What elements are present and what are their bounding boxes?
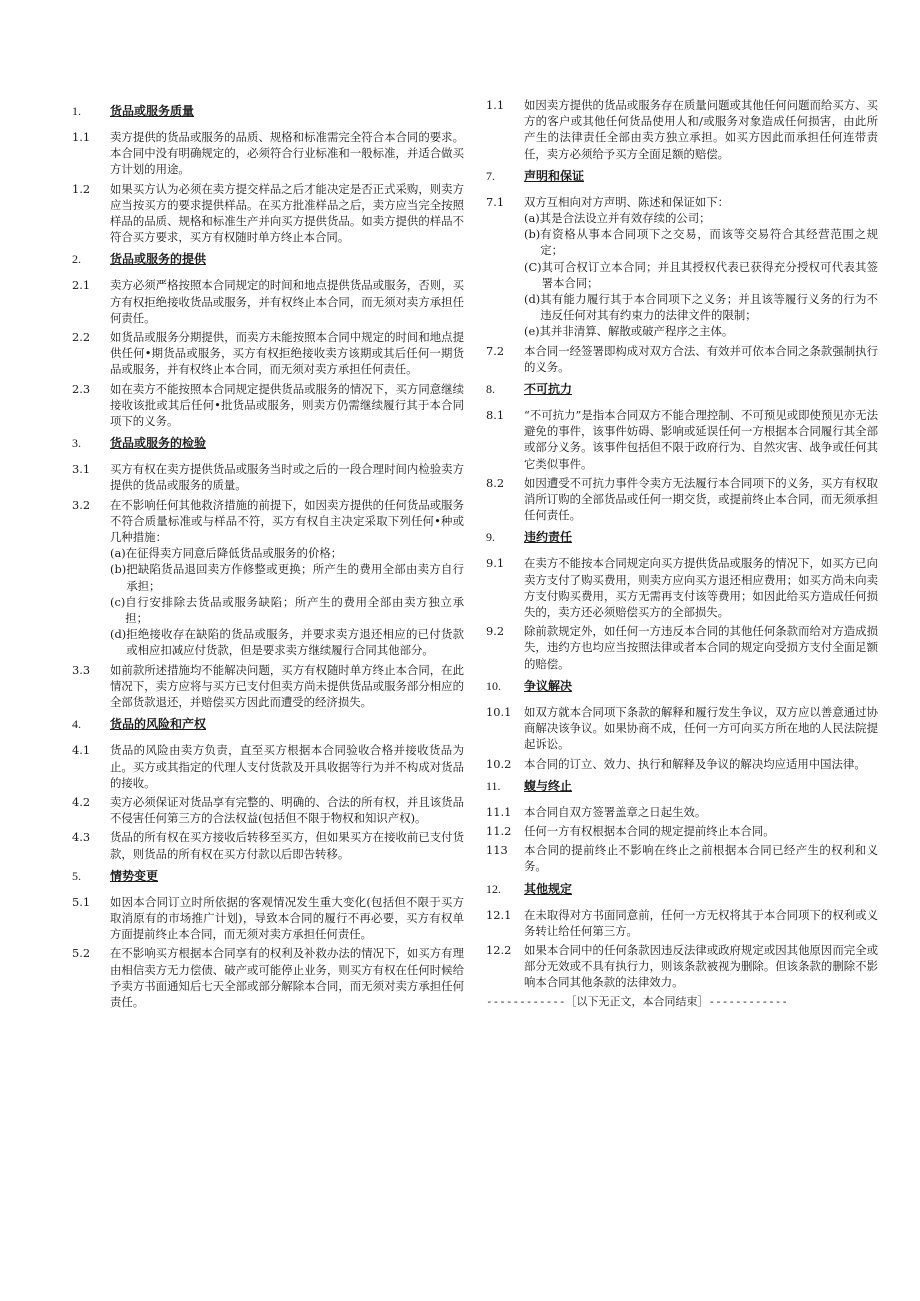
clause-text: 如货品或服务分期提供，而卖方未能按照本合同中规定的时间和地点提供任何•期货品或服务，买方有权拒绝接收卖方该期或其后任何一期货品或服务，并有权终止本合同，而无须对卖方承担任何责任。 [110,330,464,377]
clause [72,381,464,430]
subitem-label: (d) [110,627,127,642]
clause [486,756,878,772]
clause [72,742,464,791]
section-heading [486,881,878,897]
clause-text: 如双方就本合同项下条款的解释和履行发生争议，双方应以善意通过协商解决该争议。如果协商不成，任何一方可向买方所在地的人民法院提起诉讼。 [524,704,878,752]
clause-text: 本合同的提前终止不影响在终止之前根据本合同已经产生的权利和义务。 [524,843,878,874]
section-heading [486,529,878,545]
clause-body [110,381,464,430]
clause-text: 货品的风险由卖方负责，直至买方根据本合同验收合格并接收货品为止。买方或其指定的代理人支付货款及开具收据等行为并不构成对货品的接收。 [110,743,464,790]
clause-body [110,742,464,791]
subitem-text: 在征得卖方同意后降低货品或服务的价格； [125,546,343,561]
clause-text: 在卖方不能按本合同规定向买方提供货品或服务的情况下，如买方已向卖方支付了购买费用，则卖方应向买方退还相应费用；如买方尚未向卖方支付购买费用，买方无需再支付该等费用；如因此给买方造成任何损失的，卖方还必须赔偿买方的全部损失。 [524,556,878,620]
clause-body [110,461,464,493]
clause-number: 5.2 [72,946,91,961]
clause-text: 如果买方认为必须在卖方提交样品之后才能决定是否正式采购，则卖方应当按买方的要求提供样品。在买方批准样品之后，卖方应当完全按照样品的品质、规格和标准生产并向买方提供货品。如卖方提供的样品不符合买方要求，买方有权随时单方终止本合同。 [110,181,464,245]
clause-text: “不可抗力”是指本合同双方不能合理控制、不可预见或即使预见亦无法避免的事件，该事件妨碍、影响或延误任何一方根据本合同履行其全部或部分义务。该事件包括但不限于政府行为、自然灾害、战争或任何其它类似事件。 [524,408,878,471]
clause-subitem [524,323,878,339]
section-number: 3. [72,436,81,451]
right-column [486,97,878,1010]
clause-number: 3.2 [72,497,91,512]
section-number: 4. [72,717,81,732]
clause-body [110,662,464,711]
clause-subitem [524,226,878,258]
clause-body [524,907,878,939]
section-number: 10. [486,678,501,693]
subitem-label: (d) [524,292,541,307]
subitem-text: 有资格从事本合同项下之交易，而该等交易符合其经营范围之规定； [540,227,878,258]
clause-text: 卖方必须严格按照本合同规定的时间和地点提供货品或服务，否则，买方有权拒绝接收货品或服务，并有权终止本合同，而无须对卖方承担任何责任。 [110,278,464,325]
clause [486,942,878,991]
clause-body [110,894,464,943]
clause-body [524,842,878,874]
subitem-label: (e) [524,324,540,339]
clause-number: 2.3 [72,381,91,396]
subitem-label: (C) [524,259,542,274]
clause-text: 除前款规定外，如任何一方违反本合同的其他任何条款而给对方造成损失，违约方也均应当按照法律或者本合同的规定向受损方支付全面足额的赔偿。 [524,624,878,671]
clause-number: 7.2 [486,343,505,358]
section-heading [486,168,878,184]
clause-number: 9.1 [486,556,505,571]
clause-body [524,97,878,162]
clause-number: 11.1 [486,804,512,819]
section-number: 2. [72,252,81,267]
clause [486,343,878,375]
clause [72,497,464,659]
clause-number: 3.1 [72,462,91,477]
clause-text: 如因本合同订立时所依据的客观情况发生重大变化(包括但不限于买方取消原有的市场推广计划)，导致本合同的履行不再必要，买方有权单方面提前终止本合同，而无须对卖方承担任何责任。 [110,894,464,942]
clause-text: 本合同一经签署即构成对双方合法、有效并可依本合同之条款强制执行的义务。 [524,343,878,374]
section-number: 5. [72,868,81,883]
clause-text: 如因卖方提供的货品或服务存在质量问题或其他任何问题而给买方、买方的客户或其他任何货品使用人和/或服务对象造成任何损害，由此所产生的法律责任全部由卖方独立承担。如买方因此而承担任何连带责任，卖方必须给予买方全面足额的赔偿。 [524,98,878,161]
left-column [72,97,464,1013]
subitem-label: (a) [110,546,126,561]
clause [72,181,464,246]
clause-subitem [110,626,464,658]
clause-body [524,942,878,991]
clause [72,277,464,326]
clause-body [524,823,878,839]
clause-text: 双方互相向对方声明、陈述和保证如下： [524,194,730,209]
clause [486,842,878,874]
clause-text: 买方有权在卖方提供货品或服务当时或之后的一段合理时间内检验卖方提供的货品或服务的质量。 [110,462,464,493]
clause-number: 11.2 [486,823,512,838]
clause-text: 在不影响买方根据本合同享有的权利及补救办法的情况下，如买方有理由相信卖方无力偿债、破产或可能停止业务，则买方有权在任何时候给予卖方书面通知后七天全部或部分解除本合同，而无须对卖方承担任何责任。 [110,946,464,1009]
subitem-label: (b) [110,562,127,577]
right-column-sections [486,97,878,991]
clause-text: 如果本合同中的任何条款因违反法律或政府规定或因其他原因而完全或部分无效或不具有执行力，则该条款被视为删除。但该条款的删除不影响本合同其他条款的法律效力。 [524,942,878,990]
section-title: 声明和保证 [524,168,585,183]
section-title: 蝮与终止 [524,778,573,793]
clause-number: 113 [486,843,508,858]
clause [72,329,464,378]
clause-number: 8.1 [486,408,505,423]
clause-number: 1.1 [486,98,505,112]
section-title: 不可抗力 [524,382,573,397]
section-title: 违约责任 [524,530,573,545]
clause-body [110,794,464,826]
clause [486,97,878,162]
clause-body [110,329,464,378]
section-number: 8. [486,382,495,397]
clause-number: 12.2 [486,942,512,957]
clause-body [524,555,878,620]
clause [72,461,464,493]
clause [72,894,464,943]
section-title: 货品或服务的检验 [110,436,207,451]
clause [72,945,464,1010]
clause [486,804,878,820]
clause [486,407,878,472]
subitem-text: 把缺陷货品退回卖方作修整或更换；所产生的费用全部由卖方自行承担； [126,562,464,593]
clause-number: 2.1 [72,278,91,293]
clause-number: 10.1 [486,704,512,719]
clause-number: 7.1 [486,194,505,209]
clause-number: 1.2 [72,181,91,196]
section-title: 货品的风险和产权 [110,717,207,732]
clause-number: 9.2 [486,624,505,639]
section-title: 争议解决 [524,678,573,693]
clause-number: 4.1 [72,743,91,758]
clause-text: 本合同的订立、效力、执行和解释及争议的解决均应适用中国法律。 [524,756,866,771]
section-number: 9. [486,530,495,545]
clause [486,907,878,939]
clause [72,129,464,178]
clause-text: 任何一方有权根据本合同的规定提前终止本合同。 [524,823,775,838]
end-of-contract-line: ------------［以下无正文，本合同结束］------------ [486,994,788,1008]
clause-number: 8.2 [486,475,505,490]
clause-body [524,194,878,340]
section-title: 情势变更 [110,868,159,883]
clause-text: 在不影响任何其他救济措施的前提下，如因卖方提供的任何货品或服务不符合质量标准或与样品不符，买方有权自主决定采取下列任何•种或几种措施： [110,497,464,545]
clause-body [524,704,878,753]
clause [486,623,878,672]
clause-body [524,343,878,375]
section-heading [486,381,878,397]
clause-body [110,277,464,326]
clause [486,823,878,839]
section-heading [72,868,464,884]
clause-body [110,129,464,178]
subitem-label: (b) [524,227,541,242]
clause-body [524,804,878,820]
section-title: 货品或服务质量 [110,104,195,118]
section-number: 11. [486,778,501,793]
section-heading [72,435,464,451]
clause-number: 12.1 [486,907,512,922]
subitem-text: 其是合法设立并有效存续的公司； [539,211,711,226]
section-number: 12. [486,881,501,896]
clause [486,475,878,524]
clause-subitem [110,545,464,561]
clause-text: 如在卖方不能按照本合同规定提供货品或服务的情况下，买方同意继续接收该批或其后任何•批货品或服务，则卖方仍需继续履行其于本合同项下的义务。 [110,381,464,429]
clause-body [524,623,878,672]
clause [486,194,878,340]
subitem-text: 其有能力履行其于本合同项下之义务；并且该等履行义务的行为不违反任何对其有约束力的法律文件的限制； [540,292,878,323]
subitem-text: 拒绝接收存在缺陷的货品或服务，并要求卖方退还相应的已付货款或相应扣减应付货款，但是要求卖方继续履行合同其他部分。 [126,627,464,658]
section-heading [486,678,878,694]
clause-number: 2.2 [72,330,91,345]
clause-body [110,497,464,659]
clause-text: 货品的所有权在买方接收后转移至买方，但如果买方在接收前已支付货款，则货品的所有权在买方付款以后即告转移。 [110,830,464,861]
section-title: 其他规定 [524,881,573,896]
clause-number: 3.3 [72,662,91,677]
clause [72,662,464,711]
subitem-label: (a) [524,211,540,226]
subitem-text: 自行安排除去货品或服务缺陷；所产生的费用全部由卖方独立承担； [125,594,464,626]
section-number: 7. [486,168,495,183]
section-heading [486,778,878,794]
clause-number: 4.2 [72,794,91,809]
section-heading [72,251,464,267]
section-heading [72,103,464,119]
clause [72,794,464,826]
clause-number: 10.2 [486,756,512,771]
section-number: 1. [72,104,81,118]
clause-subitem [110,594,464,626]
section-heading [72,716,464,732]
clause-body [524,475,878,524]
clause-number: 1.1 [72,130,91,144]
clause-text: 如前款所述措施均不能解决问题，买方有权随时单方终止本合同，在此情况下，卖方应将与买方已支付但卖方尚未提供货品或服务部分相应的全部货款退还，并赔偿买方因此而遭受的经济损失。 [110,662,464,710]
clause-subitem [110,561,464,593]
clause-text: 卖方提供的货品或服务的品质、规格和标准需完全符合本合同的要求。本合同中没有明确规定的，必须符合行业标准和一般标准，并适合做买方计划的用途。 [110,130,464,177]
clause-body [524,407,878,472]
clause [72,829,464,861]
clause-body [110,945,464,1010]
clause [486,555,878,620]
clause-body [524,756,878,772]
clause-text: 本合同自双方签署盖章之日起生效。 [524,804,707,819]
clause [486,704,878,753]
section-title: 货品或服务的提供 [110,252,207,267]
clause-subitem [524,210,878,226]
clause-number: 5.1 [72,894,91,909]
clause-number: 4.3 [72,830,91,845]
subitem-text: 其可合权订立本合同；并且其授权代表已获得充分授权可代表其签署本合同； [541,259,878,290]
clause-text: 卖方必须保证对货品享有完整的、明确的、合法的所有权，并且该货品不侵害任何第三方的合法权益(包括但不限于物权和知识产权)。 [110,794,464,826]
clause-text: 在未取得对方书面同意前，任何一方无权将其于本合同项下的权利或义务转让给任何第三方。 [524,907,878,938]
clause-text: 如因遭受不可抗力事件令卖方无法履行本合同项下的义务，买方有权取消所订购的全部货品或任何一期交货，或提前终止本合同，而无须承担任何责任。 [524,475,878,523]
clause-body [110,181,464,246]
subitem-text: 其并非清算、解散或破产程序之主体。 [539,324,734,339]
clause-subitem [524,259,878,291]
subitem-label: (c) [110,594,126,609]
clause-body [110,829,464,861]
clause-subitem [524,291,878,323]
